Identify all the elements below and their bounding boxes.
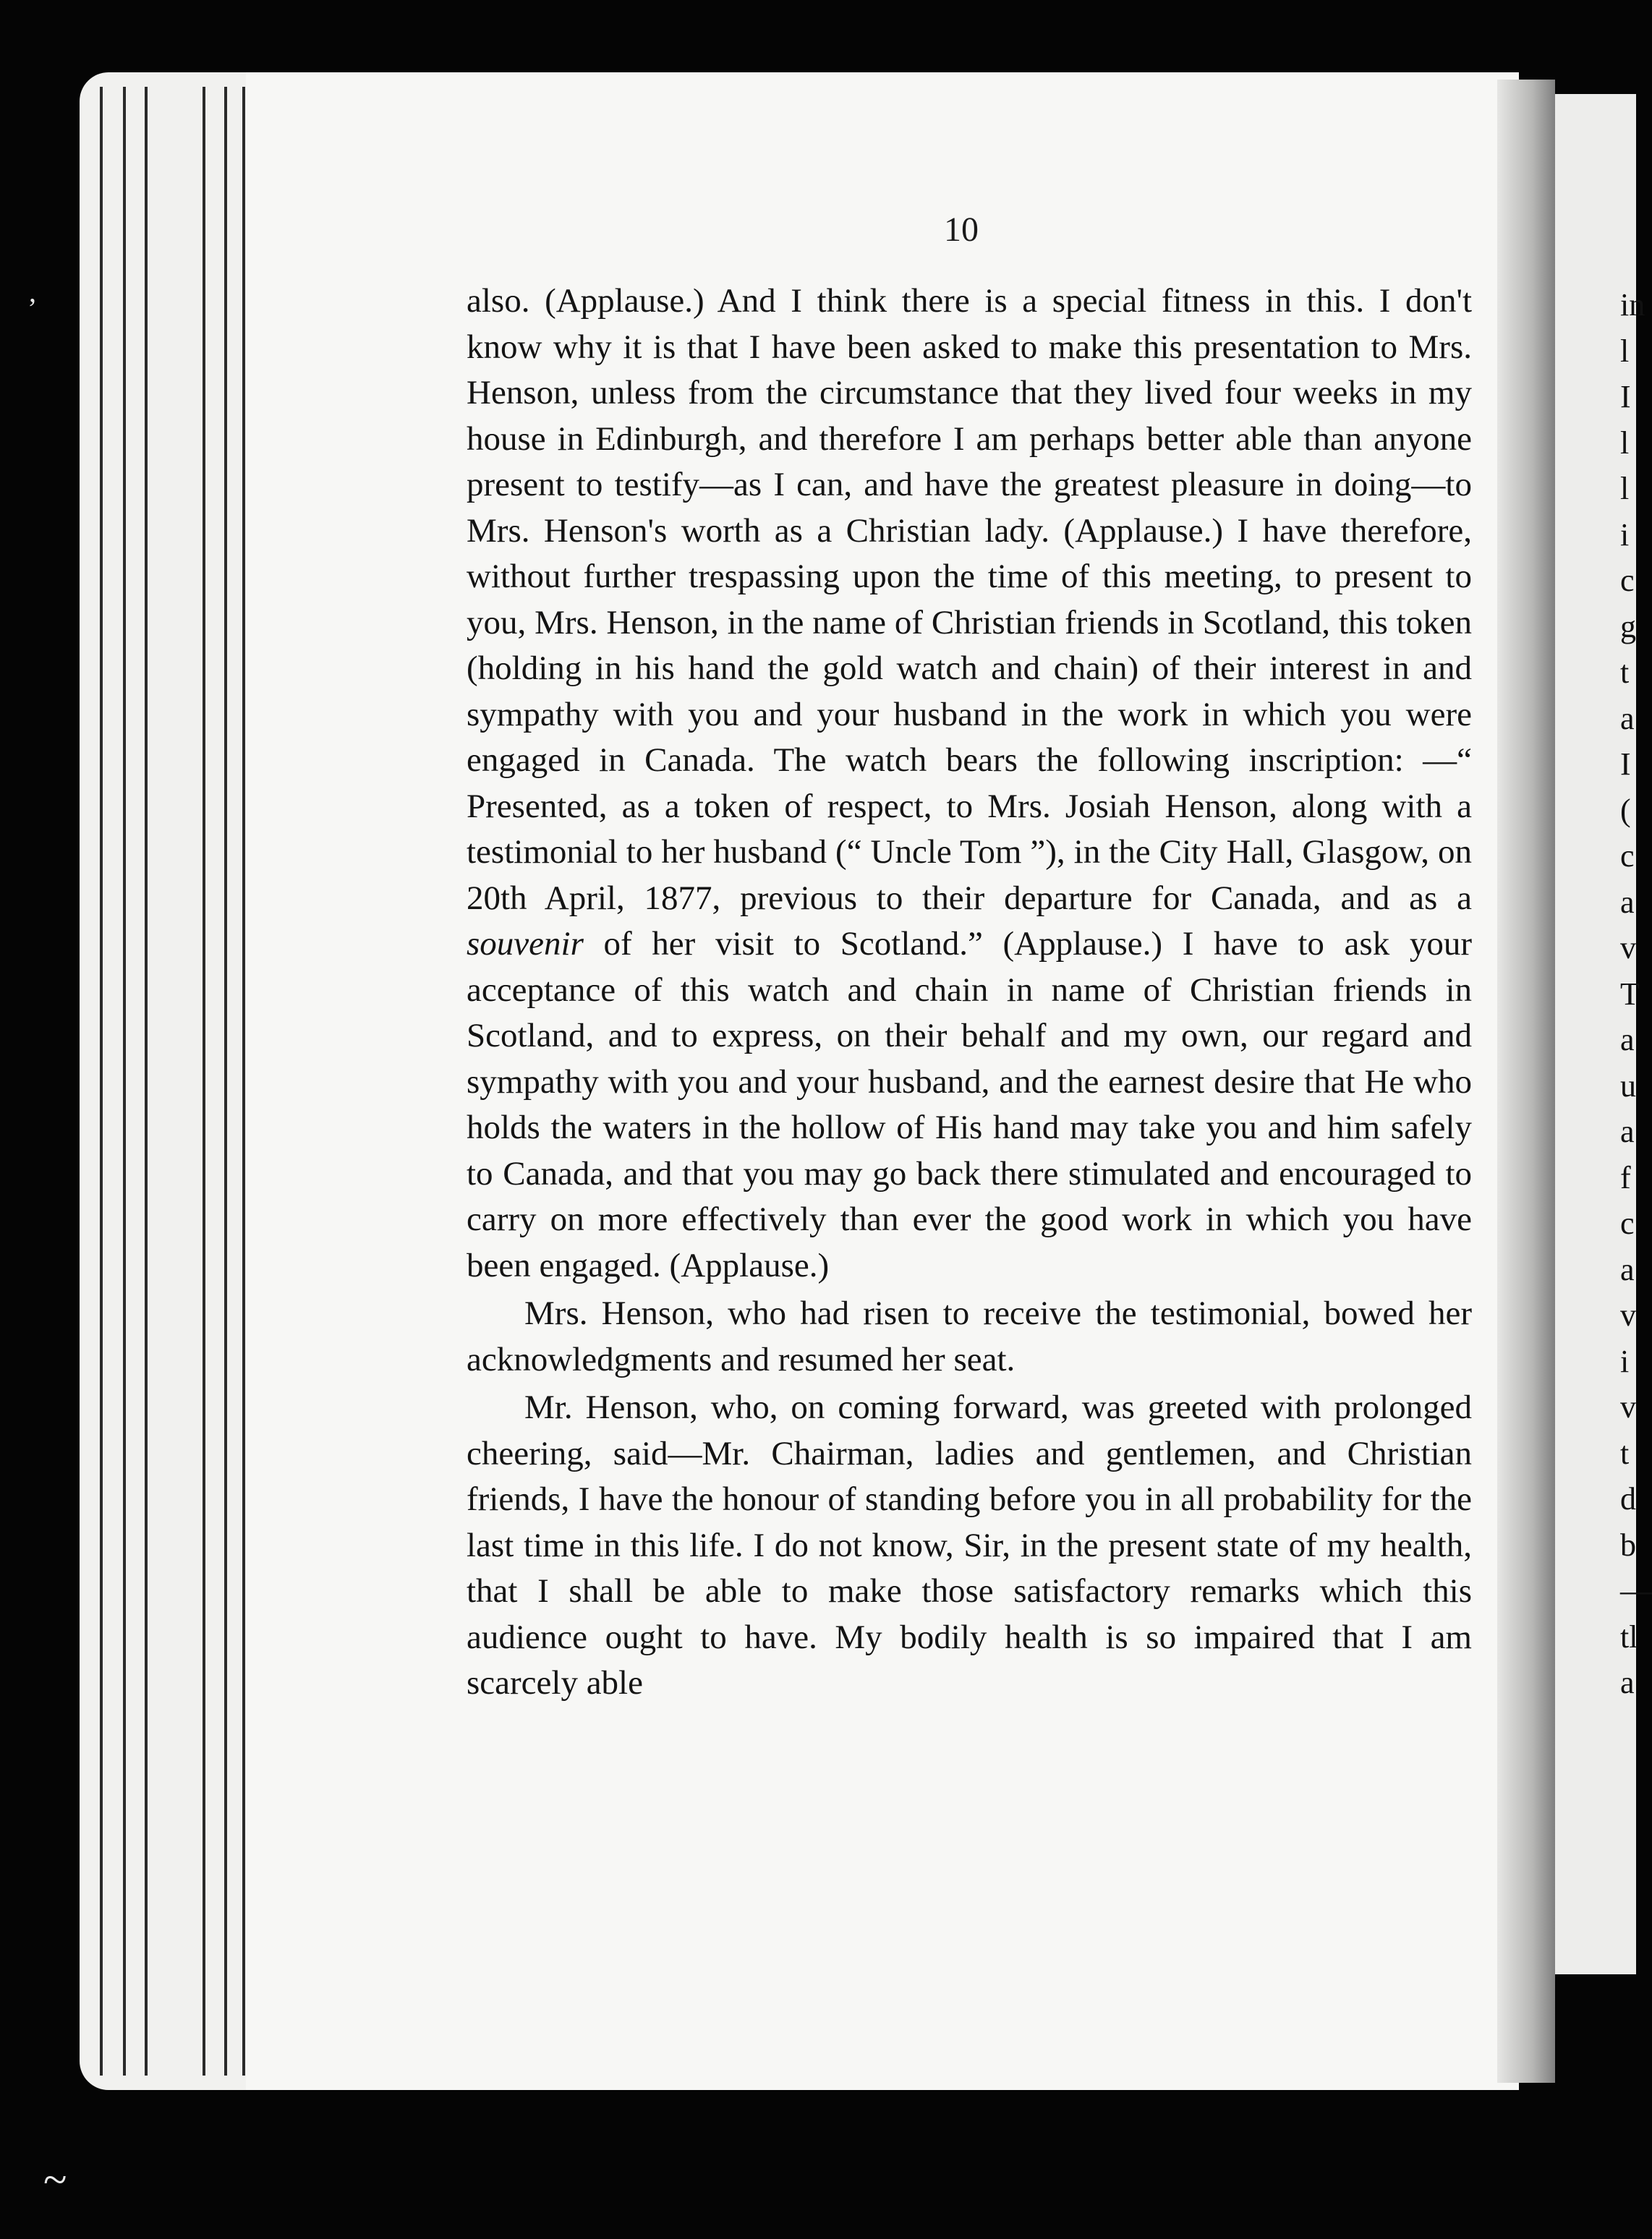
facing-page-letter: l <box>1620 333 1630 369</box>
facing-page-fragment <box>1555 94 1652 1974</box>
facing-page-letter: v <box>1620 1389 1636 1425</box>
paragraph-text: also. (Applause.) And I think there is a special fitness in this. I don't know why it is that I have been asked to make this presentation to Mrs. Henson, unless from the circumstance that they lived four weeks in my house in Edinburgh, and therefore I am perhaps better able than anyone present to testify—as I can, and have the greatest pleasure in doing—to Mrs. Henson's worth as a Christian lady. (Applause.) I have therefore, without further trespassing upon the time of this meeting, to present to you, Mrs. Henson, in the name of Christian friends in Scotland, this token (holding in his hand the gold watch and chain) of their interest in and sympathy with you and your husband in the work in which you were engaged in Canada. The watch bears the following inscription: —“ Presented, as a token of respect, to Mrs. Josiah Henson, along with a testimonial to her husband (“ Uncle Tom ”), in the City Hall, Glasgow, on 20th April, 1877, previous to their departure for Canada, and as a <box>467 282 1472 917</box>
facing-page-letter: l <box>1620 471 1630 506</box>
page-edge-line <box>224 87 227 2076</box>
facing-page-letter: i <box>1620 1343 1630 1379</box>
facing-page-letter: a <box>1620 1022 1635 1057</box>
page-gutter-shadow <box>1497 80 1555 2083</box>
italic-word: souvenir <box>467 925 584 963</box>
facing-page-letter: f <box>1620 1159 1631 1195</box>
paragraph: Mrs. Henson, who had risen to receive the testimonial, bowed her acknowledgments and resumed her seat. <box>467 1295 1472 1378</box>
facing-page-letter: t <box>1620 1435 1630 1471</box>
scan-scribble: ~ <box>43 2156 67 2204</box>
paragraph <box>467 278 1472 1289</box>
facing-page-letter: I <box>1620 379 1631 414</box>
book-page-edges <box>80 72 253 2090</box>
facing-page-letter: — <box>1620 1573 1652 1608</box>
facing-page-letter: t <box>1620 654 1630 690</box>
facing-page-letter: c <box>1620 1206 1635 1241</box>
facing-page-letter: ( <box>1620 792 1631 828</box>
facing-page-letter: a <box>1620 1114 1635 1149</box>
facing-page-letter: d <box>1620 1481 1636 1517</box>
facing-page-letter: g <box>1620 608 1636 644</box>
facing-page-letter: v <box>1620 1297 1636 1333</box>
facing-page-letter: u <box>1620 1067 1636 1104</box>
facing-page-letter: a <box>1620 884 1635 920</box>
facing-page-letter: a <box>1620 1251 1635 1287</box>
paragraph-text: of her visit to Scotland.” (Applause.) I have to ask your acceptance of this watch and chain in name of Christian friends in Scotland, and to express, on their behalf and my own, our regard and sympathy with you and your husband, and the earnest desire that He who holds the waters in the hollow of His hand may take you and him safely to Canada, and that you may go back there stimulated and encouraged to carry on more effectively than ever the good work in which you have been engaged. (Applause.) <box>467 925 1472 1284</box>
facing-page-letter: I <box>1620 746 1631 782</box>
page-edge-line <box>203 87 205 2076</box>
facing-page-letter: b <box>1620 1527 1636 1563</box>
paragraph: Mr. Henson, who, on coming forward, was greeted with prolonged cheering, said—Mr. Chairman, ladies and gentlemen, and Christian friends, I have the honour of standing before you in all probability for the last time in this life. I do not know, Sir, in the present state of my health, that I shall be able to make those satisfactory remarks which this audience ought to have. My bodily health is so impaired that I am scarcely able <box>467 1389 1472 1702</box>
facing-page-letter: c <box>1620 563 1635 598</box>
page-edge-line <box>100 87 103 2076</box>
page-number: 10 <box>944 210 979 249</box>
page-body-text <box>467 278 1472 1707</box>
page-edge-line <box>145 87 148 2076</box>
page-edge-line <box>242 87 245 2076</box>
facing-page-letter: c <box>1620 838 1635 874</box>
facing-page-letter: i <box>1620 516 1630 553</box>
facing-page-letter: a <box>1620 1665 1635 1700</box>
facing-page-letter: tl <box>1620 1619 1638 1655</box>
facing-page-letter: in <box>1620 287 1645 323</box>
page-edge-line <box>123 87 126 2076</box>
facing-page-letter: a <box>1620 700 1635 736</box>
facing-page-letter: l <box>1620 425 1630 461</box>
scan-speck: , <box>29 276 36 308</box>
facing-page-letter: v <box>1620 930 1636 965</box>
facing-page-letter: T <box>1620 976 1640 1012</box>
